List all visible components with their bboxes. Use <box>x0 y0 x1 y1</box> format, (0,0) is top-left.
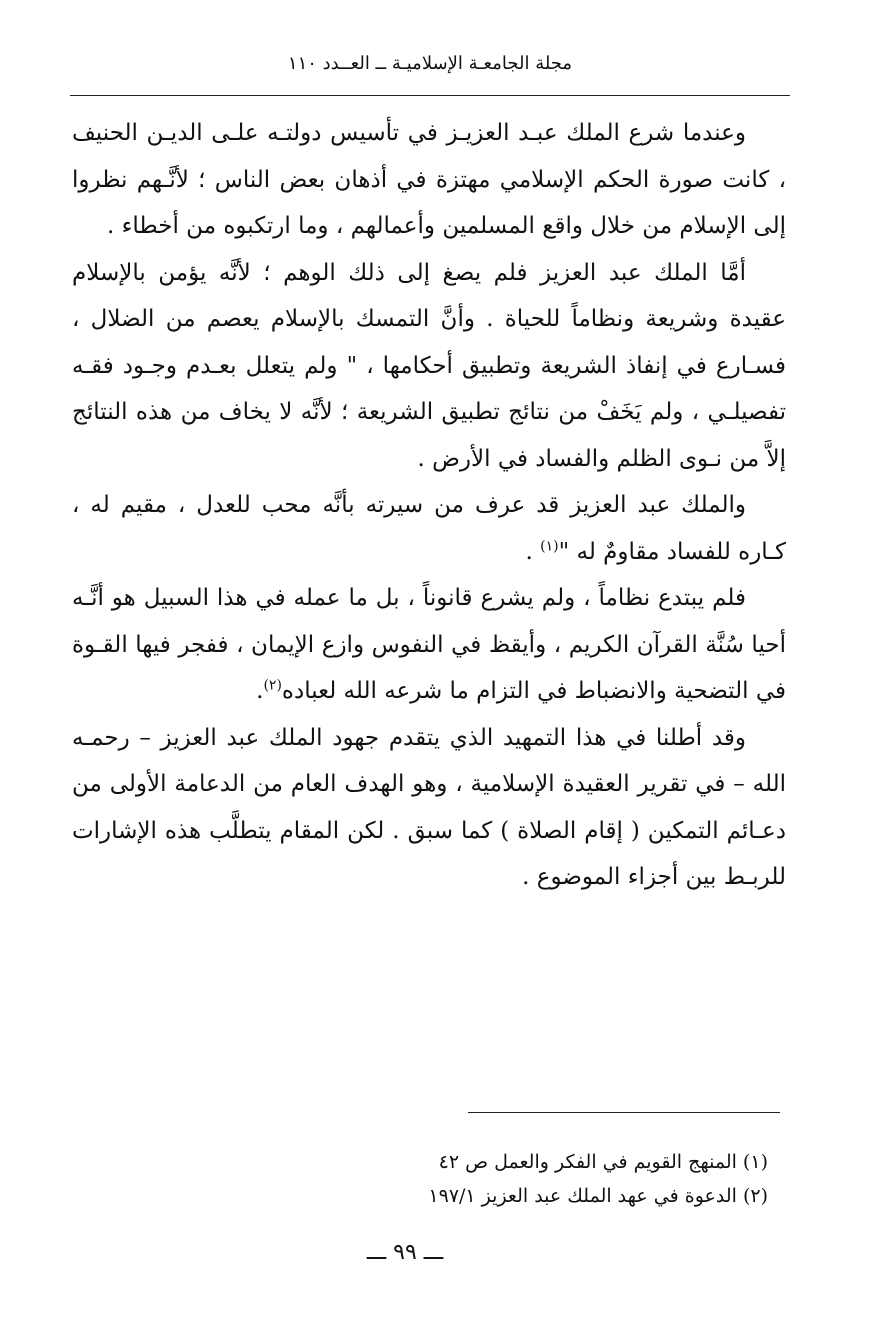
footnote-ref-1[interactable]: (١) <box>540 537 559 554</box>
paragraph-4 <box>72 575 786 715</box>
paragraph-2 <box>72 250 786 483</box>
paragraph-5 <box>72 715 786 901</box>
paragraph-5-text: وقد أطلنا في هذا التمهيد الذي يتقدم جهود الملك عبد العزيز – رحمـه الله – في تقرير العقيدة الإسلامية ، وهو الهدف العام من الدعامة الأولى من دعـائم التمكين ( إقام الصلاة ) كما سبق . لكن المقام يتطلَّب هذه الإشارات للربـط بين أجزاء الموضوع . <box>72 724 786 890</box>
paragraph-4-text: فلم يبتدع نظاماً ، ولم يشرع قانوناً ، بل ما عمله في هذا السبيل هو أنَّـه أحيا سُنَّة القرآن الكريم ، وأيقظ في النفوس وازع الإيمان ، ففجر فيها القـوة في التضحية والانضباط في التزام ما شرعه الله لعباده <box>72 585 786 704</box>
paragraph-3-tail: . <box>525 538 541 565</box>
footnotes <box>350 1145 768 1213</box>
main-text <box>72 110 786 901</box>
running-header: مجلة الجامعـة الإسلاميـة ــ العــدد ١١٠ <box>287 53 573 74</box>
paragraph-3-text: والملك عبد العزيز قد عرف من سيرته بأنَّه محب للعدل ، مقيم له ، كـاره للفساد مقاومٌ له " <box>72 492 786 565</box>
footnote-1: (١) المنهج القويم في الفكر والعمل ص ٤٢ <box>438 1151 768 1173</box>
paragraph-2-text: أمَّا الملك عبد العزيز فلم يصغ إلى ذلك الوهم ؛ لأنَّه يؤمن بالإسلام عقيدة وشريعة ونظاماً للحياة . وأنَّ التمسك بالإسلام يعصم من الضلال ، فسـارع في إنفاذ الشريعة وتطبيق أحكامها ، " ولم يتعلل بعـدم وجـود فقـه تفصيلـي ، ولم يَخَفْ من نتائج تطبيق الشريعة ؛ لأنَّه لا يخاف من هذه النتائج إلاَّ من نـوى الظلم والفساد في الأرض . <box>72 259 786 472</box>
paragraph-1-text: وعندما شرع الملك عبـد العزيـز في تأسيس دولتـه علـى الديـن الحنيف ، كانت صورة الحكم الإسلامي مهتزة في أذهان بعض الناس ؛ لأنَّـهم نظروا إلى الإسلام من خلال واقع المسلمين وأعمالهم ، وما ارتكبوه من أخطاء . <box>72 120 786 239</box>
page-number: ـــ ٩٩ ـــ <box>366 1240 444 1265</box>
paragraph-1 <box>72 110 786 250</box>
footnote-divider <box>468 1112 780 1113</box>
footnote-2: (٢) الدعوة في عهد الملك عبد العزيز ١٩٧/١ <box>428 1185 768 1207</box>
paragraph-4-tail: . <box>256 678 264 704</box>
header-divider <box>70 95 790 96</box>
footnote-ref-2[interactable]: (٢) <box>263 677 282 694</box>
paragraph-3 <box>72 482 786 575</box>
